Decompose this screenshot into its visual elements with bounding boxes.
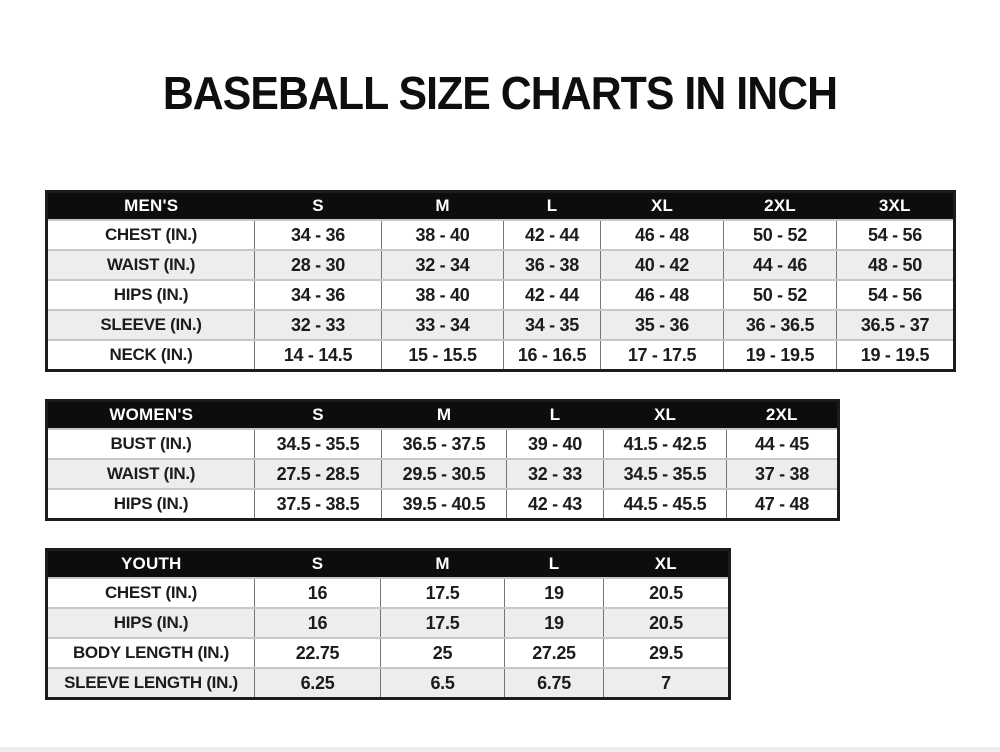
size-value-cell: 38 - 40	[382, 220, 504, 250]
measurement-row	[47, 638, 730, 668]
size-column-header: 2XL	[727, 401, 839, 430]
size-value-cell: 54 - 56	[837, 280, 955, 310]
size-value-cell: 36 - 36.5	[724, 310, 837, 340]
size-column-header: S	[255, 401, 382, 430]
size-value-cell: 33 - 34	[382, 310, 504, 340]
measurement-row	[47, 459, 839, 489]
youth-size-table	[45, 548, 731, 700]
size-value-cell: 16	[255, 608, 381, 638]
size-value-cell: 54 - 56	[837, 220, 955, 250]
size-value-cell: 36 - 38	[504, 250, 601, 280]
size-value-cell: 42 - 44	[504, 280, 601, 310]
size-value-cell: 34.5 - 35.5	[604, 459, 727, 489]
size-value-cell: 34 - 36	[255, 220, 382, 250]
size-column-header: 2XL	[724, 192, 837, 221]
measurement-label: HIPS (IN.)	[47, 280, 255, 310]
measurement-label: CHEST (IN.)	[47, 220, 255, 250]
size-column-header: S	[255, 192, 382, 221]
size-column-header: 3XL	[837, 192, 955, 221]
size-value-cell: 16	[255, 578, 381, 608]
measurement-label: HIPS (IN.)	[47, 608, 255, 638]
measurement-row	[47, 578, 730, 608]
size-value-cell: 19 - 19.5	[837, 340, 955, 371]
measurement-label: BUST (IN.)	[47, 429, 255, 459]
size-value-cell: 36.5 - 37	[837, 310, 955, 340]
size-value-cell: 20.5	[604, 578, 730, 608]
size-value-cell: 46 - 48	[601, 280, 724, 310]
header-row	[47, 550, 730, 579]
size-value-cell: 27.25	[505, 638, 604, 668]
size-value-cell: 27.5 - 28.5	[255, 459, 382, 489]
measurement-label: HIPS (IN.)	[47, 489, 255, 520]
group-header: YOUTH	[47, 550, 255, 579]
size-value-cell: 39 - 40	[507, 429, 604, 459]
measurement-row	[47, 489, 839, 520]
measurement-row	[47, 668, 730, 699]
womens-size-grid	[45, 399, 840, 521]
image-edge-artifact	[0, 747, 1000, 752]
womens-size-table	[45, 399, 840, 521]
size-column-header: L	[505, 550, 604, 579]
size-value-cell: 47 - 48	[727, 489, 839, 520]
size-value-cell: 19	[505, 608, 604, 638]
measurement-label: WAIST (IN.)	[47, 250, 255, 280]
size-value-cell: 7	[604, 668, 730, 699]
size-value-cell: 32 - 34	[382, 250, 504, 280]
size-value-cell: 35 - 36	[601, 310, 724, 340]
size-value-cell: 16 - 16.5	[504, 340, 601, 371]
size-column-header: M	[382, 192, 504, 221]
size-value-cell: 32 - 33	[507, 459, 604, 489]
page-title: BASEBALL SIZE CHARTS IN INCH	[162, 67, 838, 119]
size-value-cell: 44 - 45	[727, 429, 839, 459]
header-row	[47, 401, 839, 430]
size-value-cell: 36.5 - 37.5	[382, 429, 507, 459]
measurement-label: SLEEVE (IN.)	[47, 310, 255, 340]
size-value-cell: 48 - 50	[837, 250, 955, 280]
size-value-cell: 15 - 15.5	[382, 340, 504, 371]
group-header: MEN'S	[47, 192, 255, 221]
size-value-cell: 34 - 35	[504, 310, 601, 340]
size-value-cell: 25	[381, 638, 505, 668]
size-value-cell: 44 - 46	[724, 250, 837, 280]
size-value-cell: 22.75	[255, 638, 381, 668]
measurement-row	[47, 250, 955, 280]
size-value-cell: 29.5 - 30.5	[382, 459, 507, 489]
measurement-row	[47, 280, 955, 310]
size-value-cell: 37 - 38	[727, 459, 839, 489]
measurement-row	[47, 608, 730, 638]
measurement-label: SLEEVE LENGTH (IN.)	[47, 668, 255, 699]
size-column-header: L	[507, 401, 604, 430]
mens-size-grid	[45, 190, 956, 372]
size-value-cell: 44.5 - 45.5	[604, 489, 727, 520]
size-value-cell: 34 - 36	[255, 280, 382, 310]
mens-size-table	[45, 190, 956, 372]
size-value-cell: 17 - 17.5	[601, 340, 724, 371]
header-row	[47, 192, 955, 221]
size-column-header: XL	[604, 401, 727, 430]
size-value-cell: 42 - 44	[504, 220, 601, 250]
size-value-cell: 42 - 43	[507, 489, 604, 520]
size-column-header: XL	[604, 550, 730, 579]
measurement-label: WAIST (IN.)	[47, 459, 255, 489]
size-value-cell: 46 - 48	[601, 220, 724, 250]
measurement-label: CHEST (IN.)	[47, 578, 255, 608]
size-column-header: M	[381, 550, 505, 579]
measurement-row	[47, 220, 955, 250]
measurement-row	[47, 340, 955, 371]
size-value-cell: 34.5 - 35.5	[255, 429, 382, 459]
measurement-label: NECK (IN.)	[47, 340, 255, 371]
size-value-cell: 32 - 33	[255, 310, 382, 340]
size-value-cell: 39.5 - 40.5	[382, 489, 507, 520]
size-column-header: XL	[601, 192, 724, 221]
size-value-cell: 19 - 19.5	[724, 340, 837, 371]
size-value-cell: 17.5	[381, 578, 505, 608]
measurement-label: BODY LENGTH (IN.)	[47, 638, 255, 668]
group-header: WOMEN'S	[47, 401, 255, 430]
size-value-cell: 14 - 14.5	[255, 340, 382, 371]
measurement-row	[47, 429, 839, 459]
size-value-cell: 29.5	[604, 638, 730, 668]
measurement-row	[47, 310, 955, 340]
size-value-cell: 41.5 - 42.5	[604, 429, 727, 459]
size-value-cell: 20.5	[604, 608, 730, 638]
size-value-cell: 50 - 52	[724, 220, 837, 250]
size-column-header: M	[382, 401, 507, 430]
size-value-cell: 19	[505, 578, 604, 608]
size-value-cell: 40 - 42	[601, 250, 724, 280]
size-value-cell: 38 - 40	[382, 280, 504, 310]
size-value-cell: 37.5 - 38.5	[255, 489, 382, 520]
size-value-cell: 6.25	[255, 668, 381, 699]
size-value-cell: 50 - 52	[724, 280, 837, 310]
size-value-cell: 28 - 30	[255, 250, 382, 280]
size-value-cell: 6.75	[505, 668, 604, 699]
size-column-header: L	[504, 192, 601, 221]
size-value-cell: 17.5	[381, 608, 505, 638]
size-value-cell: 6.5	[381, 668, 505, 699]
size-column-header: S	[255, 550, 381, 579]
youth-size-grid	[45, 548, 731, 700]
